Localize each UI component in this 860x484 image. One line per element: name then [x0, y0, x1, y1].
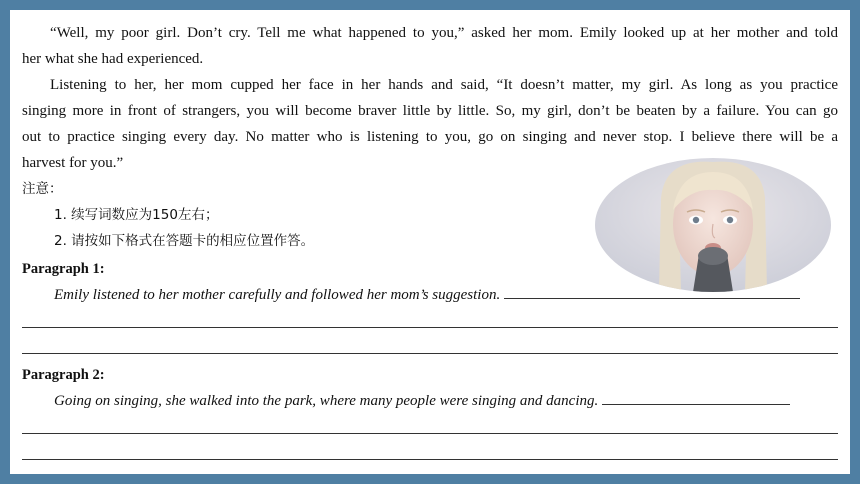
story-text-line: out to practice singing every day. No matter who is listening to you, go on singing and never stop. I believe there will be a	[22, 129, 838, 145]
note-item-format: 2. 请按如下格式在答题卡的相应位置作答。	[54, 233, 315, 249]
story-text-line: her what she had experienced.	[22, 51, 204, 67]
story-text-line: Listening to her, her mom cupped her face in her hands and said, “It doesn’t matter, my girl. As long as you practice	[50, 77, 838, 93]
note-item-word-count: 1. 续写词数应为150左右；	[54, 207, 219, 223]
document-page	[10, 10, 850, 474]
paragraph2-prompt-line	[22, 388, 838, 414]
paragraph2-label: Paragraph 2:	[22, 367, 105, 383]
paragraph1-prompt-line	[22, 282, 838, 308]
paragraph2-answer-line[interactable]	[22, 433, 838, 434]
paragraph1-answer-line[interactable]	[22, 327, 838, 328]
paragraph2-prompt: Going on singing, she walked into the park, where many people were singing and dancing.	[54, 393, 599, 409]
paragraph2-answer-blank[interactable]	[602, 388, 790, 405]
notes-heading: 注意：	[22, 181, 63, 197]
story-text-line: singing more in front of strangers, you will become braver little by little. So, my girl, don’t be beaten by a failure. You can go	[22, 103, 838, 119]
paragraph1-answer-line[interactable]	[22, 353, 838, 354]
story-text-line: “Well, my poor girl. Don’t cry. Tell me what happened to you,” asked her mom. Emily looked up at her mother and told	[50, 25, 838, 41]
paragraph1-answer-blank[interactable]	[504, 282, 800, 299]
paragraph1-label: Paragraph 1:	[22, 261, 105, 277]
paragraph2-answer-line[interactable]	[22, 459, 838, 460]
story-text-line: harvest for you.”	[22, 155, 124, 171]
paragraph1-prompt: Emily listened to her mother carefully and followed her mom’s suggestion.	[54, 287, 501, 303]
